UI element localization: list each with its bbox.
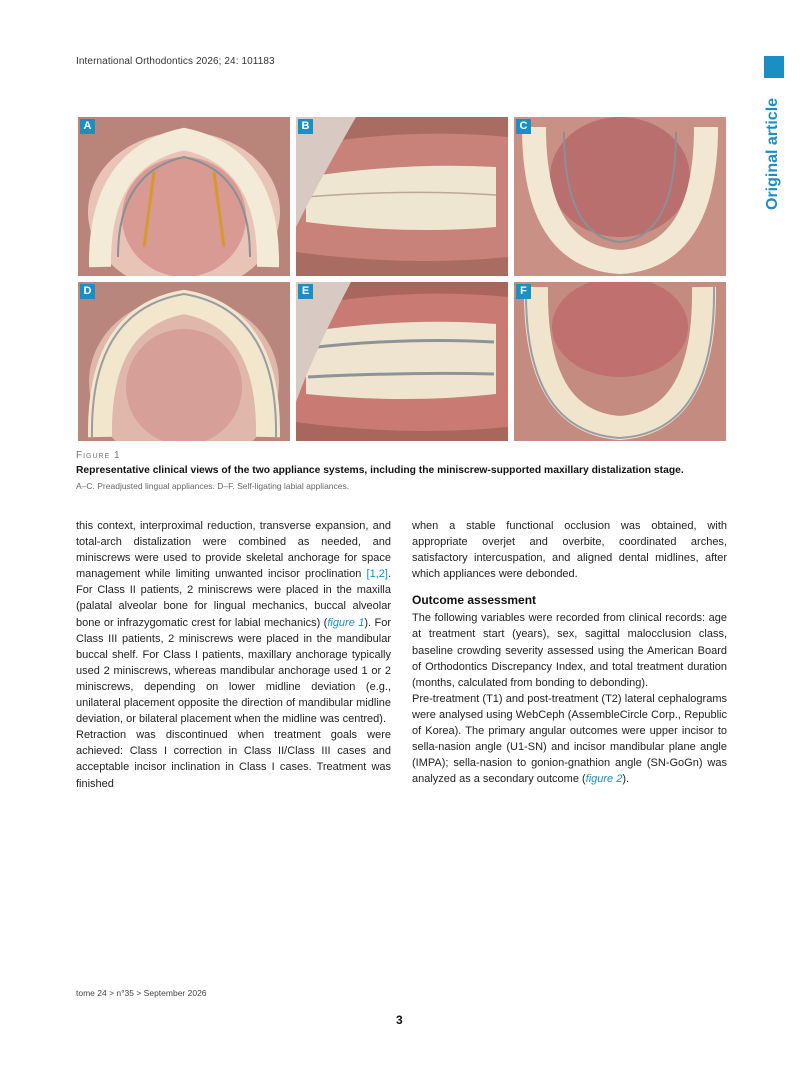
panel-d-letter: D (80, 284, 95, 299)
paragraph (412, 691, 727, 788)
panel-c-letter: C (516, 119, 531, 134)
figure-label: Figure 1 (76, 450, 121, 461)
paragraph: The following variables were recorded from clinical records: age at treatment start (years), sex, sagittal malocclusion class, baseline crowding severity assessed using the American Board of Orthodontics Discrepancy Index, and total treatment duration (months, calculated from bonding to debonding). (412, 612, 727, 689)
panel-e-letter: E (298, 284, 313, 299)
panel-e-photo (296, 282, 508, 441)
panel-b-photo (296, 117, 508, 276)
panel-d-photo (78, 282, 290, 441)
figure-subtitle: A–C. Preadjusted lingual appliances. D–F. Self-ligating labial appliances. (76, 481, 350, 491)
figure-title: Representative clinical views of the two appliance systems, including the miniscrew-supported maxillary distalization stage. (76, 465, 684, 476)
paragraph-text: ). For Class III patients, 2 miniscrews were placed in the mandibular buccal shelf. For Class I patients, maxillary anchorage typically used 2 miniscrews, whereas mandibular anchorage used 1 or 2 miniscrews, depending on lower midline deviation (e.g., unilateral placement opposite the direction of mandibular midline deviation, or bilateral placement when the midline was centred). (76, 616, 391, 726)
citation-link[interactable]: [1,2] (366, 568, 388, 581)
paragraph-text: this context, interproximal reduction, transverse expansion, and total-arch distalization were combined as needed, and miniscrews were used to provide skeletal anchorage for space management while limiting unwanted incisor proclination (76, 520, 391, 581)
paragraph: Retraction was discontinued when treatment goals were achieved: Class I correction in Class II/Class III cases and acceptable incisor inclination in Class I cases. Treatment was finished (76, 729, 391, 790)
panel-c-photo (514, 117, 726, 276)
panel-b-letter: B (298, 119, 313, 134)
issue-footer: tome 24 > n°35 > September 2026 (76, 988, 207, 998)
paragraph (76, 518, 391, 727)
paragraph-text: ). (622, 773, 630, 786)
figure-link[interactable]: figure 1 (327, 616, 365, 629)
section-label: Original article (764, 97, 781, 210)
panel-f-letter: F (516, 284, 531, 299)
paragraph: when a stable functional occlusion was obtained, with appropriate overjet and overbite, coordinated arches, satisfactory intercuspation, and aligned dental midlines, after which appliances were debonded. (412, 520, 727, 581)
panel-f-photo (514, 282, 726, 441)
paragraph-text: . For Class II patients, 2 miniscrews were placed in the maxilla (palatal alveolar bone for lingual mechanics, buccal alveolar bone or infrazygomatic crest for labial mechanics) ( (76, 568, 391, 629)
figure-link[interactable]: figure 2 (585, 773, 623, 786)
paragraph-text: Pre-treatment (T1) and post-treatment (T2) lateral cephalograms were analysed using WebCeph (AssembleCircle Corp., Republic of Korea). The primary angular outcomes were upper incisor to sella-nasion angle (U1-SN) and incisor mandibular plane angle (IMPA); sella-nasion to gonion-gnathion angle (SN-GoGn) was analyzed as a secondary outcome ( (412, 692, 727, 786)
body-column-left (76, 518, 391, 792)
page-number: 3 (396, 1013, 403, 1027)
panel-a-letter: A (80, 119, 95, 134)
section-heading: Outcome assessment (412, 593, 537, 608)
body-column-right (412, 518, 727, 787)
figure-1 (78, 117, 726, 439)
running-head: International Orthodontics 2026; 24: 101183 (76, 56, 275, 67)
panel-a-photo (78, 117, 290, 276)
